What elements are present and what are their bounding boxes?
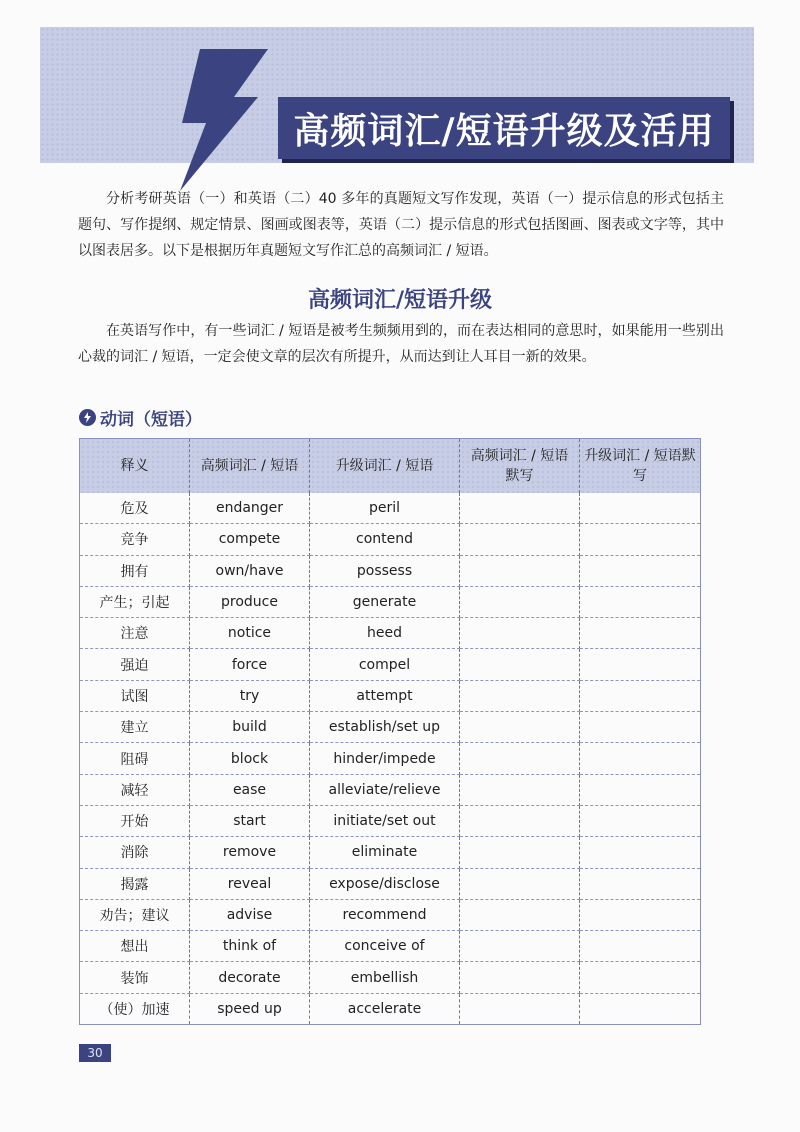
cell-meaning: 阻碍 (80, 743, 190, 774)
cell-upgrade: hinder/impede (310, 743, 460, 774)
cell-upgrade-dictation[interactable] (580, 805, 701, 836)
cell-meaning: 注意 (80, 618, 190, 649)
cell-upgrade-dictation[interactable] (580, 493, 701, 524)
subheading (79, 405, 202, 430)
table-row (80, 524, 701, 555)
cell-meaning: 装饰 (80, 962, 190, 993)
table-header-row (80, 439, 701, 494)
cell-common-dictation[interactable] (460, 774, 580, 805)
cell-upgrade-dictation[interactable] (580, 618, 701, 649)
cell-meaning: 开始 (80, 805, 190, 836)
cell-upgrade-dictation[interactable] (580, 712, 701, 743)
cell-common-dictation[interactable] (460, 931, 580, 962)
cell-upgrade: attempt (310, 680, 460, 711)
header-upgrade-dictation: 升级词汇 / 短语默写 (580, 439, 701, 494)
title-box (278, 97, 730, 159)
cell-upgrade-dictation[interactable] (580, 868, 701, 899)
cell-upgrade-dictation[interactable] (580, 743, 701, 774)
cell-upgrade-dictation[interactable] (580, 586, 701, 617)
cell-meaning: （使）加速 (80, 993, 190, 1024)
cell-upgrade: possess (310, 555, 460, 586)
cell-common: think of (190, 931, 310, 962)
header-upgrade: 升级词汇 / 短语 (310, 439, 460, 494)
cell-upgrade-dictation[interactable] (580, 524, 701, 555)
cell-common-dictation[interactable] (460, 899, 580, 930)
cell-meaning: 试图 (80, 680, 190, 711)
cell-common: own/have (190, 555, 310, 586)
cell-meaning: 消除 (80, 837, 190, 868)
cell-common: produce (190, 586, 310, 617)
cell-upgrade-dictation[interactable] (580, 555, 701, 586)
cell-common-dictation[interactable] (460, 493, 580, 524)
cell-upgrade: heed (310, 618, 460, 649)
table-row (80, 805, 701, 836)
cell-upgrade-dictation[interactable] (580, 774, 701, 805)
table-row (80, 680, 701, 711)
cell-upgrade-dictation[interactable] (580, 962, 701, 993)
cell-common-dictation[interactable] (460, 993, 580, 1024)
section-title: 高频词汇/短语升级 (307, 288, 493, 313)
cell-upgrade-dictation[interactable] (580, 680, 701, 711)
table-row (80, 743, 701, 774)
table-row (80, 993, 701, 1024)
cell-meaning: 建立 (80, 712, 190, 743)
cell-common: build (190, 712, 310, 743)
cell-meaning: 危及 (80, 493, 190, 524)
cell-meaning: 想出 (80, 931, 190, 962)
table-row (80, 586, 701, 617)
table-row (80, 868, 701, 899)
cell-upgrade: generate (310, 586, 460, 617)
subheading-label: 动词（短语） (100, 410, 202, 430)
table-row (80, 649, 701, 680)
cell-common: compete (190, 524, 310, 555)
table-row (80, 493, 701, 524)
vocab-table (79, 438, 701, 1025)
table-row (80, 774, 701, 805)
cell-common: start (190, 805, 310, 836)
table-row (80, 837, 701, 868)
cell-upgrade-dictation[interactable] (580, 649, 701, 680)
cell-upgrade: accelerate (310, 993, 460, 1024)
cell-upgrade: compel (310, 649, 460, 680)
table-row (80, 962, 701, 993)
cell-upgrade: alleviate/relieve (310, 774, 460, 805)
cell-upgrade-dictation[interactable] (580, 931, 701, 962)
cell-meaning: 揭露 (80, 868, 190, 899)
cell-upgrade: eliminate (310, 837, 460, 868)
cell-common-dictation[interactable] (460, 618, 580, 649)
cell-common-dictation[interactable] (460, 743, 580, 774)
cell-meaning: 强迫 (80, 649, 190, 680)
cell-meaning: 劝告；建议 (80, 899, 190, 930)
cell-common: remove (190, 837, 310, 868)
table-row (80, 712, 701, 743)
cell-upgrade-dictation[interactable] (580, 837, 701, 868)
lightning-circle-icon (79, 409, 96, 426)
cell-common-dictation[interactable] (460, 555, 580, 586)
page-number: 30 (79, 1044, 111, 1062)
cell-common-dictation[interactable] (460, 805, 580, 836)
cell-common-dictation[interactable] (460, 649, 580, 680)
cell-common: force (190, 649, 310, 680)
header-banner (40, 27, 754, 163)
cell-common-dictation[interactable] (460, 712, 580, 743)
header-meaning: 释义 (80, 439, 190, 494)
cell-common: notice (190, 618, 310, 649)
cell-upgrade: embellish (310, 962, 460, 993)
cell-upgrade: establish/set up (310, 712, 460, 743)
cell-upgrade: peril (310, 493, 460, 524)
cell-meaning: 竞争 (80, 524, 190, 555)
cell-meaning: 产生；引起 (80, 586, 190, 617)
cell-common: speed up (190, 993, 310, 1024)
table-row (80, 555, 701, 586)
cell-common-dictation[interactable] (460, 586, 580, 617)
cell-upgrade: conceive of (310, 931, 460, 962)
cell-meaning: 拥有 (80, 555, 190, 586)
cell-upgrade: expose/disclose (310, 868, 460, 899)
cell-upgrade: contend (310, 524, 460, 555)
cell-common-dictation[interactable] (460, 868, 580, 899)
cell-upgrade: recommend (310, 899, 460, 930)
cell-common-dictation[interactable] (460, 524, 580, 555)
cell-common: endanger (190, 493, 310, 524)
cell-common-dictation[interactable] (460, 962, 580, 993)
cell-common: try (190, 680, 310, 711)
header-common: 高频词汇 / 短语 (190, 439, 310, 494)
cell-common: ease (190, 774, 310, 805)
intro-paragraph: 分析考研英语（一）和英语（二）40 多年的真题短文写作发现，英语（一）提示信息的形式包括主题句、写作提纲、规定情景、图画或图表等，英语（二）提示信息的形式包括图画、图表或文字等，其中以图表居多。以下是根据历年真题短文写作汇总的高频词汇 / 短语。 (78, 191, 724, 259)
cell-common: decorate (190, 962, 310, 993)
lightning-bolt-icon (160, 49, 270, 191)
table-row (80, 899, 701, 930)
page-title: 高频词汇/短语升级及活用 (293, 110, 715, 152)
cell-common: block (190, 743, 310, 774)
cell-common: advise (190, 899, 310, 930)
cell-common-dictation[interactable] (460, 837, 580, 868)
cell-common-dictation[interactable] (460, 680, 580, 711)
table-row (80, 618, 701, 649)
table-row (80, 931, 701, 962)
cell-common: reveal (190, 868, 310, 899)
cell-upgrade: initiate/set out (310, 805, 460, 836)
section-paragraph: 在英语写作中，有一些词汇 / 短语是被考生频频用到的，而在表达相同的意思时，如果能用一些别出心裁的词汇 / 短语，一定会使文章的层次有所提升，从而达到让人耳目一新的效果。 (78, 323, 724, 365)
cell-upgrade-dictation[interactable] (580, 899, 701, 930)
header-common-dictation: 高频词汇 / 短语默写 (460, 439, 580, 494)
cell-upgrade-dictation[interactable] (580, 993, 701, 1024)
cell-meaning: 减轻 (80, 774, 190, 805)
